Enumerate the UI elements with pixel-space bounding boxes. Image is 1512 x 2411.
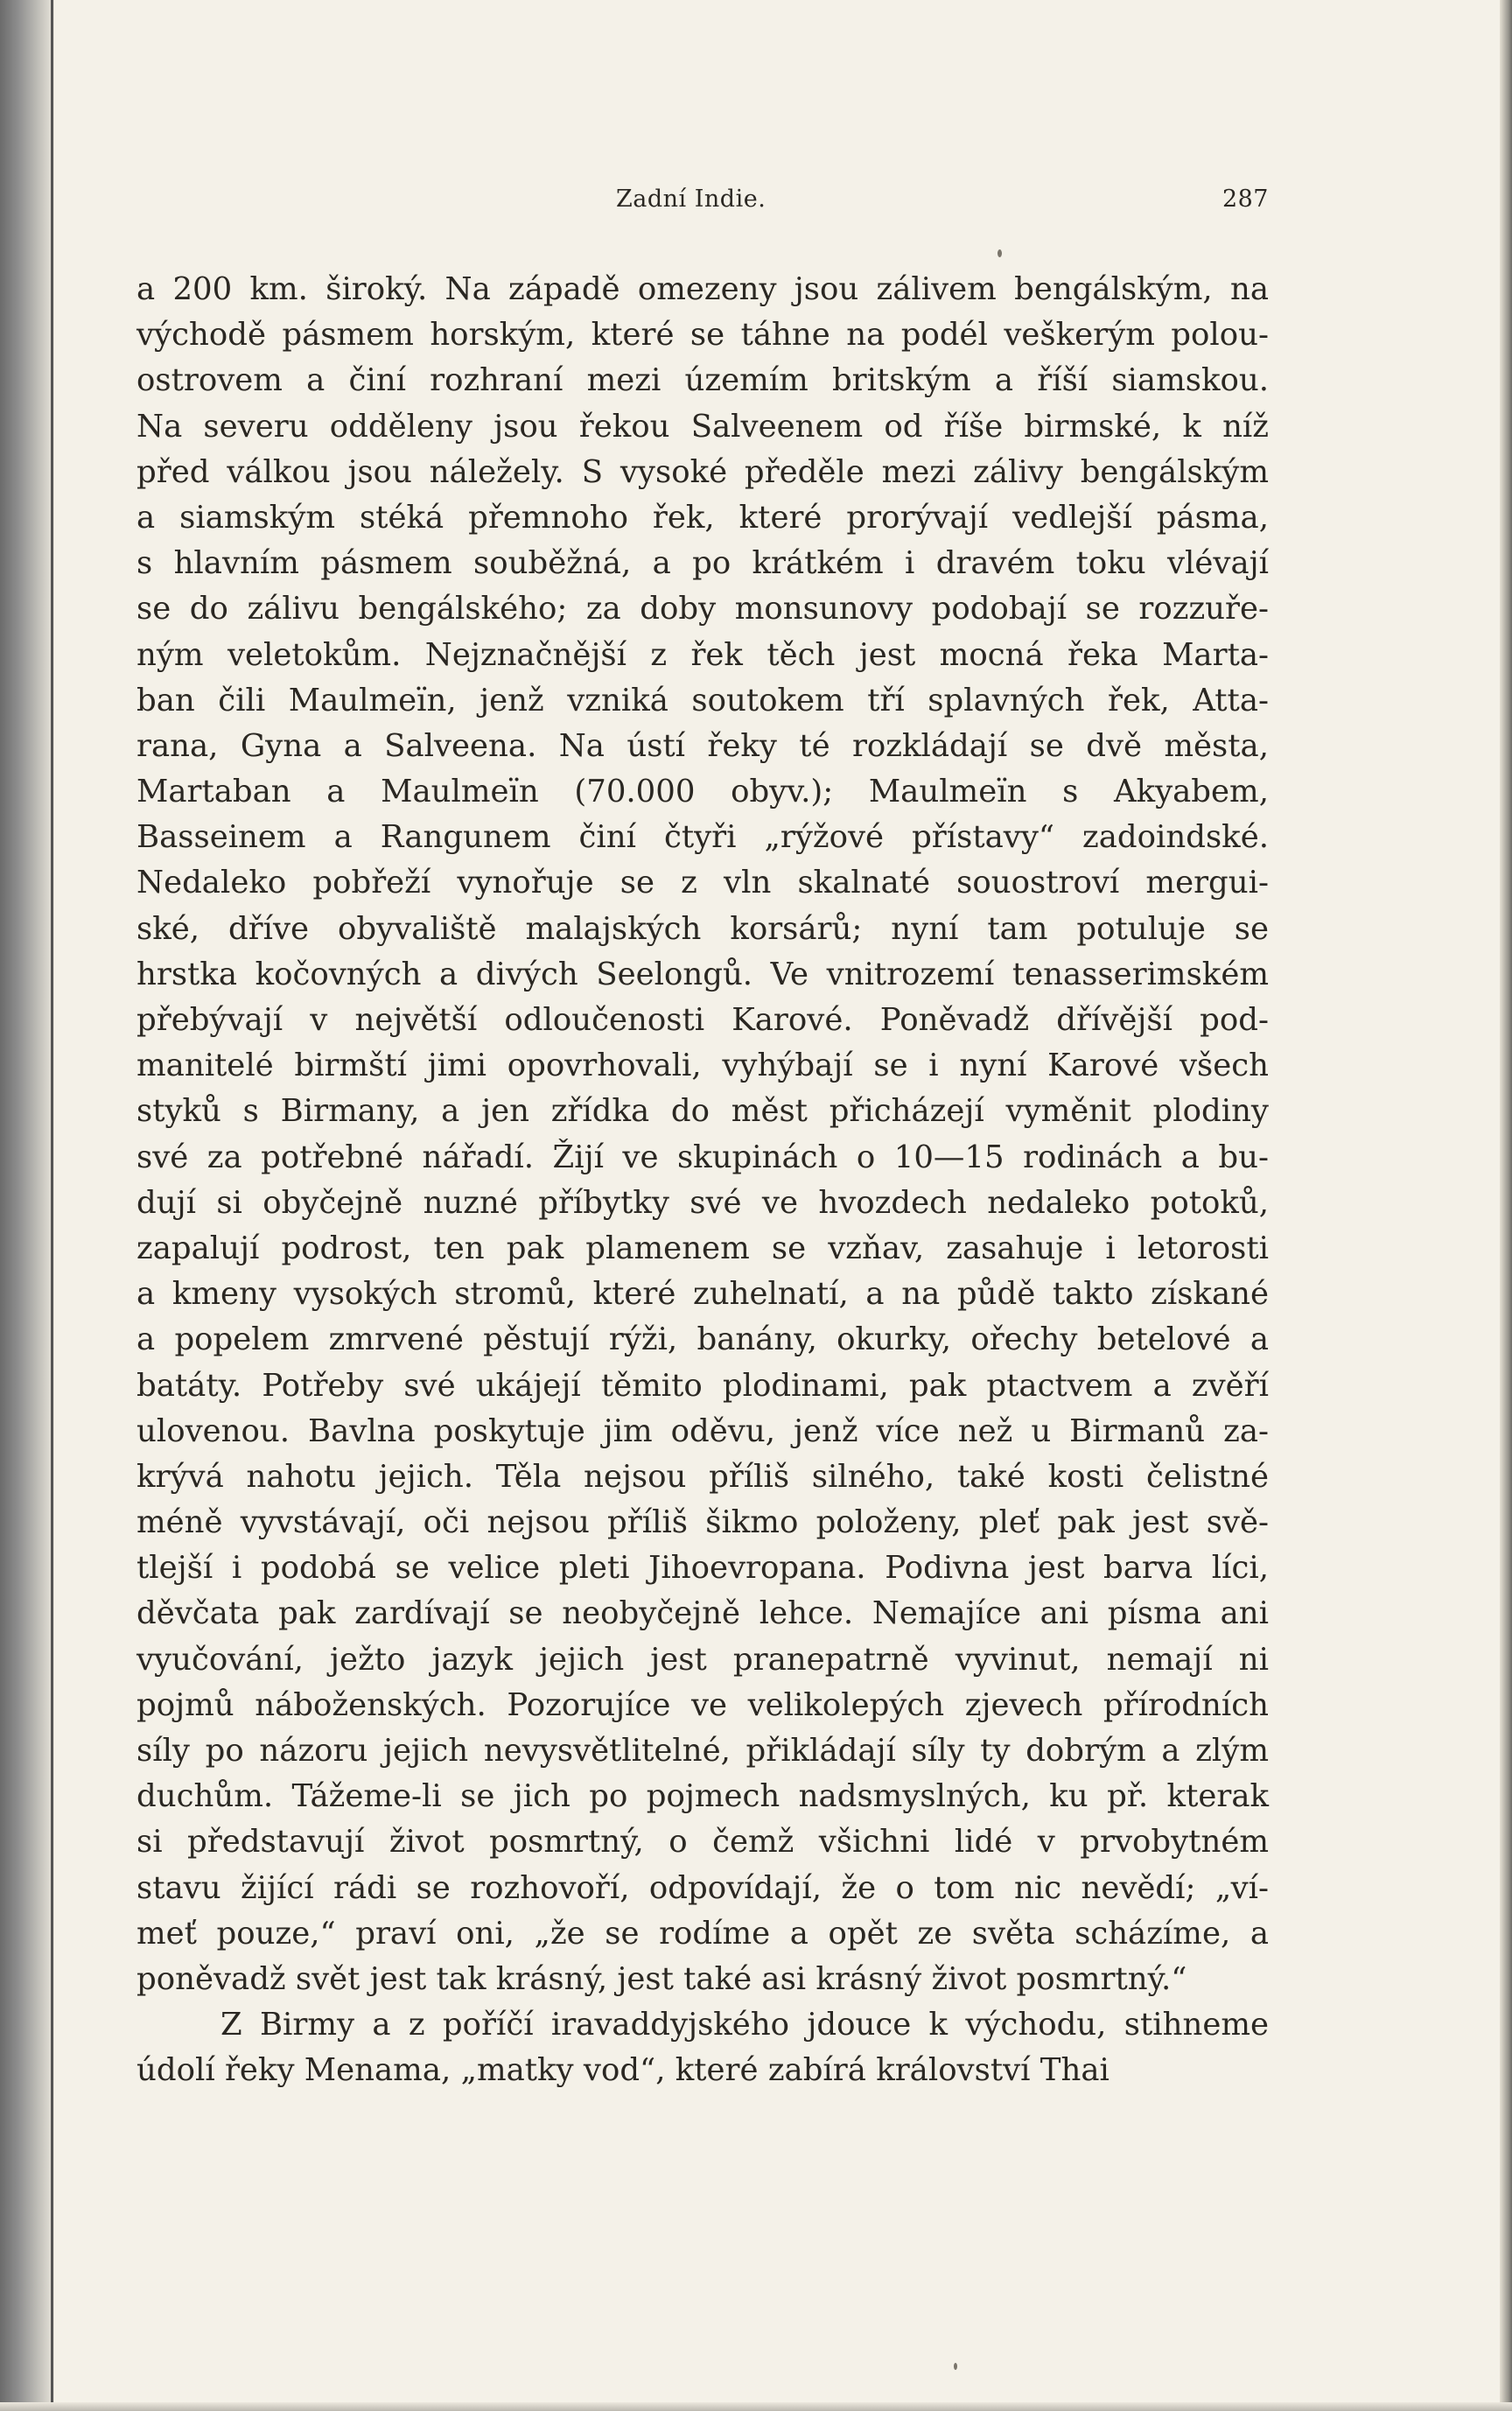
text-line: s hlavním pásmem souběžná, a po krátkém i dravém toku vlévají bbox=[136, 545, 1269, 582]
text-line: si představují život posmrtný, o čemž všichni lidé v prvobytném bbox=[136, 1824, 1269, 1861]
running-header bbox=[136, 186, 1269, 221]
binding-line bbox=[51, 0, 53, 2411]
text-line: batáty. Potřeby své ukájejí těmito plodinami, pak ptactvem a zvěří bbox=[136, 1367, 1269, 1404]
text-line: stavu žijící rádi se rozhovoří, odpovídají, že o tom nic nevědí; „ví- bbox=[136, 1869, 1269, 1906]
text-line: ban čili Maulmeïn, jenž vzniká soutokem tří splavných řek, Atta- bbox=[136, 682, 1269, 718]
text-line: Basseinem a Rangunem činí čtyři „rýžové přístavy“ zadoindské. bbox=[136, 819, 1269, 856]
text-line: ostrovem a činí rozhraní mezi územím britským a říší siamskou. bbox=[136, 362, 1269, 399]
text-line: méně vyvstávají, oči nejsou příliš šikmo položeny, pleť pak jest svě- bbox=[136, 1504, 1269, 1541]
text-line: Z Birmy a z poříčí iravaddyjského jdouce k východu, stihneme bbox=[220, 2007, 1269, 2043]
text-line: hrstka kočovných a divých Seelongů. Ve vnitrozemí tenasserimském bbox=[136, 956, 1269, 992]
text-line: zapalují podrost, ten pak plamenem se vzňav, zasahuje i letorosti bbox=[136, 1230, 1269, 1266]
text-line: ské, dříve obyvaliště malajských korsárů; nyní tam potuluje se bbox=[136, 910, 1269, 947]
text-line: přebývají v největší odloučenosti Karové. Poněvadž dřívější pod- bbox=[136, 1002, 1269, 1038]
text-line: rana, Gyna a Salveena. Na ústí řeky té rozkládají se dvě města, bbox=[136, 727, 1269, 764]
text-line: a 200 km. široký. Na západě omezeny jsou zálivem bengálským, na bbox=[136, 271, 1269, 307]
text-line: krývá nahotu jejich. Těla nejsou příliš silného, také kosti čelistné bbox=[136, 1458, 1269, 1495]
text-line: Nedaleko pobřeží vynořuje se z vln skalnaté souostroví mergui- bbox=[136, 865, 1269, 901]
paper-speck bbox=[998, 249, 1002, 257]
text-line: a siamským stéká přemnoho řek, které prorývají vedlejší pásma, bbox=[136, 499, 1269, 536]
text-line: před válkou jsou náležely. S vysoké předěle mezi zálivy bengálským bbox=[136, 453, 1269, 490]
text-line: a kmeny vysokých stromů, které zuhelnatí, a na půdě takto získané bbox=[136, 1276, 1269, 1313]
page-bottom-edge bbox=[0, 2402, 1512, 2411]
text-line: údolí řeky Menama, „matky vod“, které zabírá království Thai bbox=[136, 2052, 1110, 2089]
text-line: východě pásmem horským, které se táhne na podél veškerým polou- bbox=[136, 317, 1269, 354]
text-line: Martaban a Maulmeïn (70.000 obyv.); Maulmeïn s Akyabem, bbox=[136, 774, 1269, 810]
running-title: Zadní Indie. bbox=[616, 186, 766, 213]
text-line: meť pouze,“ praví oni, „že se rodíme a opět ze světa scházíme, a bbox=[136, 1915, 1269, 1952]
paper-speck bbox=[954, 2363, 957, 2370]
page-number: 287 bbox=[1222, 186, 1269, 213]
text-line: Na severu odděleny jsou řekou Salveenem od říše birmské, k níž bbox=[136, 408, 1269, 445]
text-line: své za potřebné nářadí. Žijí ve skupinách o 10—15 rodinách a bu- bbox=[136, 1139, 1269, 1175]
text-line: síly po názoru jejich nevysvětlitelné, přikládají síly ty dobrým a zlým bbox=[136, 1733, 1269, 1769]
book-spine-shadow bbox=[0, 0, 54, 2411]
text-line: pojmů náboženských. Pozorujíce ve velikolepých zjevech přírodních bbox=[136, 1686, 1269, 1723]
text-line: děvčata pak zardívají se neobyčejně lehce. Nemajíce ani písma ani bbox=[136, 1595, 1269, 1632]
text-line: a popelem zmrvené pěstují rýži, banány, okurky, ořechy betelové a bbox=[136, 1321, 1269, 1358]
text-line: se do zálivu bengálského; za doby monsunovy podobají se rozzuře- bbox=[136, 591, 1269, 627]
text-line: ulovenou. Bavlna poskytuje jim oděvu, jenž více než u Birmanů za- bbox=[136, 1412, 1269, 1449]
text-line: ným veletokům. Nejznačnější z řek těch jest mocná řeka Marta- bbox=[136, 636, 1269, 673]
text-line: vyučování, ježto jazyk jejich jest pranepatrně vyvinut, nemají ni bbox=[136, 1641, 1269, 1678]
text-line: styků s Birmany, a jen zřídka do měst přicházejí vyměnit plodiny bbox=[136, 1093, 1269, 1130]
text-line: tlejší i podobá se velice pleti Jihoevropana. Podivna jest barva líci, bbox=[136, 1550, 1269, 1587]
text-line: manitelé birmští jimi opovrhovali, vyhýbají se i nyní Karové všech bbox=[136, 1048, 1269, 1084]
text-line: dují si obyčejně nuzné příbytky své ve hvozdech nedaleko potoků, bbox=[136, 1184, 1269, 1221]
text-line: poněvadž svět jest tak krásný, jest také asi krásný život posmrtný.“ bbox=[136, 1960, 1187, 1997]
body-text bbox=[136, 267, 1269, 2094]
page-right-edge bbox=[1500, 0, 1512, 2411]
text-line: duchům. Tážeme-li se jich po pojmech nadsmyslných, ku př. kterak bbox=[136, 1778, 1269, 1815]
